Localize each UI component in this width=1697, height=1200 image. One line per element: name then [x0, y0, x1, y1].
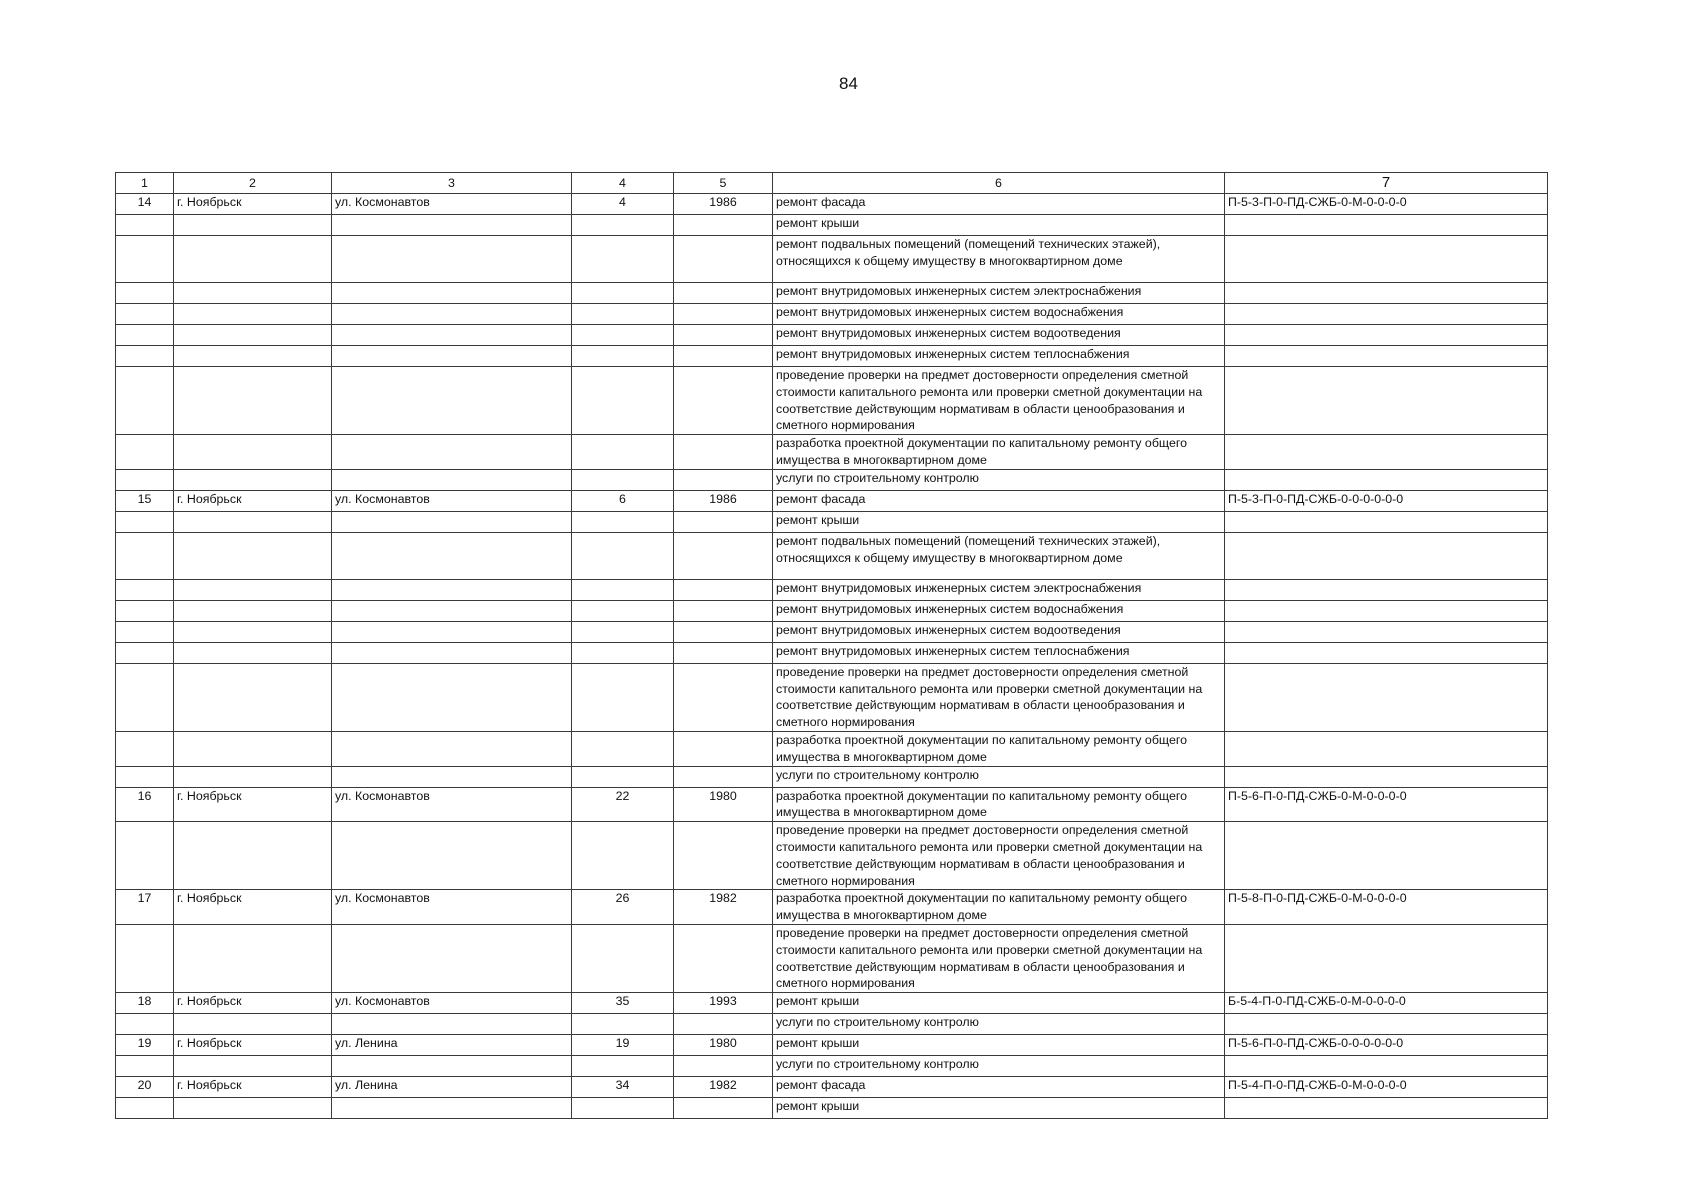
- work-type-cell: ремонт фасада: [773, 194, 1225, 215]
- build-year-cell: [674, 236, 773, 283]
- house-number-cell: [572, 663, 674, 731]
- work-type-cell: ремонт внутридомовых инженерных систем водоснабжения: [773, 304, 1225, 325]
- code-cell: [1225, 1056, 1548, 1077]
- city-cell: [174, 1098, 332, 1119]
- code-cell: [1225, 367, 1548, 435]
- city-cell: г. Ноябрьск: [174, 194, 332, 215]
- work-type-cell: услуги по строительному контролю: [773, 1056, 1225, 1077]
- street-cell: ул. Ленина: [332, 1077, 572, 1098]
- table-row: [116, 1035, 1548, 1056]
- build-year-cell: [674, 346, 773, 367]
- build-year-cell: 1982: [674, 890, 773, 925]
- code-cell: [1225, 924, 1548, 992]
- house-number-cell: 35: [572, 993, 674, 1014]
- house-number-cell: [572, 346, 674, 367]
- table-row: [116, 1056, 1548, 1077]
- code-cell: [1225, 731, 1548, 766]
- street-cell: ул. Космонавтов: [332, 993, 572, 1014]
- street-cell: [332, 304, 572, 325]
- street-cell: [332, 822, 572, 890]
- house-number-cell: [572, 621, 674, 642]
- city-cell: [174, 325, 332, 346]
- city-cell: [174, 766, 332, 787]
- build-year-cell: [674, 822, 773, 890]
- row-number-cell: [116, 325, 174, 346]
- build-year-cell: [674, 215, 773, 236]
- row-number-cell: [116, 532, 174, 579]
- house-number-cell: [572, 822, 674, 890]
- code-cell: П-5-6-П-0-ПД-СЖБ-0-М-0-0-0-0: [1225, 787, 1548, 822]
- street-cell: [332, 532, 572, 579]
- table-row: [116, 532, 1548, 579]
- row-number-cell: [116, 469, 174, 490]
- build-year-cell: [674, 924, 773, 992]
- house-number-cell: [572, 600, 674, 621]
- work-type-cell: услуги по строительному контролю: [773, 469, 1225, 490]
- house-number-cell: [572, 532, 674, 579]
- page-number: 84: [839, 74, 858, 93]
- build-year-cell: [674, 1098, 773, 1119]
- table-row: [116, 822, 1548, 890]
- street-cell: [332, 924, 572, 992]
- work-type-cell: ремонт внутридомовых инженерных систем теплоснабжения: [773, 642, 1225, 663]
- street-cell: [332, 469, 572, 490]
- work-type-cell: проведение проверки на предмет достоверности определения сметной стоимости капитального ремонта или проверки сметной документации на соответствие действующим нормативам в области ценообразования и сметного нормирования: [773, 822, 1225, 890]
- row-number-cell: [116, 766, 174, 787]
- work-type-cell: разработка проектной документации по капитальному ремонту общего имущества в многоквартирном доме: [773, 731, 1225, 766]
- code-cell: П-5-3-П-0-ПД-СЖБ-0-0-0-0-0-0: [1225, 490, 1548, 511]
- code-cell: П-5-4-П-0-ПД-СЖБ-0-М-0-0-0-0: [1225, 1077, 1548, 1098]
- row-number-cell: 17: [116, 890, 174, 925]
- street-cell: [332, 642, 572, 663]
- table-row: [116, 993, 1548, 1014]
- code-cell: [1225, 1014, 1548, 1035]
- header-cell: 7: [1225, 173, 1548, 194]
- row-number-cell: [116, 621, 174, 642]
- row-number-cell: [116, 731, 174, 766]
- work-type-cell: проведение проверки на предмет достоверности определения сметной стоимости капитального ремонта или проверки сметной документации на соответствие действующим нормативам в области ценообразования и сметного нормирования: [773, 924, 1225, 992]
- city-cell: [174, 642, 332, 663]
- code-cell: [1225, 304, 1548, 325]
- city-cell: [174, 283, 332, 304]
- house-number-cell: [572, 511, 674, 532]
- table-row: [116, 215, 1548, 236]
- build-year-cell: 1982: [674, 1077, 773, 1098]
- build-year-cell: [674, 532, 773, 579]
- street-cell: ул. Космонавтов: [332, 490, 572, 511]
- row-number-cell: [116, 367, 174, 435]
- work-type-cell: ремонт внутридомовых инженерных систем электроснабжения: [773, 579, 1225, 600]
- street-cell: [332, 1098, 572, 1119]
- house-number-cell: [572, 924, 674, 992]
- table-row: [116, 346, 1548, 367]
- city-cell: [174, 469, 332, 490]
- work-type-cell: ремонт внутридомовых инженерных систем электроснабжения: [773, 283, 1225, 304]
- street-cell: [332, 435, 572, 470]
- table-row: [116, 1014, 1548, 1035]
- table-row: [116, 890, 1548, 925]
- build-year-cell: [674, 435, 773, 470]
- table-row: [116, 194, 1548, 215]
- city-cell: [174, 532, 332, 579]
- code-cell: [1225, 435, 1548, 470]
- house-number-cell: 22: [572, 787, 674, 822]
- build-year-cell: [674, 642, 773, 663]
- house-number-cell: 34: [572, 1077, 674, 1098]
- city-cell: г. Ноябрьск: [174, 993, 332, 1014]
- house-number-cell: 6: [572, 490, 674, 511]
- house-number-cell: [572, 304, 674, 325]
- city-cell: г. Ноябрьск: [174, 1077, 332, 1098]
- row-number-cell: [116, 642, 174, 663]
- work-type-cell: ремонт крыши: [773, 511, 1225, 532]
- city-cell: [174, 731, 332, 766]
- build-year-cell: 1993: [674, 993, 773, 1014]
- house-number-cell: [572, 1014, 674, 1035]
- street-cell: ул. Ленина: [332, 1035, 572, 1056]
- street-cell: [332, 1056, 572, 1077]
- code-cell: [1225, 1098, 1548, 1119]
- house-number-cell: [572, 731, 674, 766]
- header-cell: 2: [174, 173, 332, 194]
- build-year-cell: 1980: [674, 787, 773, 822]
- build-year-cell: [674, 511, 773, 532]
- city-cell: [174, 924, 332, 992]
- header-cell: 4: [572, 173, 674, 194]
- build-year-cell: [674, 1014, 773, 1035]
- row-number-cell: [116, 283, 174, 304]
- row-number-cell: [116, 1014, 174, 1035]
- table-row: [116, 642, 1548, 663]
- street-cell: ул. Космонавтов: [332, 194, 572, 215]
- row-number-cell: [116, 579, 174, 600]
- row-number-cell: [116, 304, 174, 325]
- row-number-cell: [116, 924, 174, 992]
- street-cell: [332, 731, 572, 766]
- code-cell: [1225, 325, 1548, 346]
- build-year-cell: [674, 731, 773, 766]
- row-number-cell: 14: [116, 194, 174, 215]
- work-type-cell: разработка проектной документации по капитальному ремонту общего имущества в многоквартирном доме: [773, 787, 1225, 822]
- house-number-cell: [572, 1098, 674, 1119]
- code-cell: [1225, 642, 1548, 663]
- table-header-row: [116, 173, 1548, 194]
- table-row: [116, 1077, 1548, 1098]
- header-cell: 5: [674, 173, 773, 194]
- city-cell: [174, 663, 332, 731]
- row-number-cell: [116, 822, 174, 890]
- street-cell: ул. Космонавтов: [332, 890, 572, 925]
- street-cell: [332, 663, 572, 731]
- work-type-cell: ремонт внутридомовых инженерных систем теплоснабжения: [773, 346, 1225, 367]
- work-type-cell: ремонт внутридомовых инженерных систем водоснабжения: [773, 600, 1225, 621]
- table-row: [116, 325, 1548, 346]
- street-cell: [332, 766, 572, 787]
- row-number-cell: [116, 663, 174, 731]
- table-row: [116, 236, 1548, 283]
- row-number-cell: [116, 511, 174, 532]
- code-cell: [1225, 532, 1548, 579]
- build-year-cell: [674, 663, 773, 731]
- city-cell: [174, 215, 332, 236]
- city-cell: [174, 600, 332, 621]
- table-row: [116, 367, 1548, 435]
- header-cell: 6: [773, 173, 1225, 194]
- house-number-cell: [572, 236, 674, 283]
- work-type-cell: разработка проектной документации по капитальному ремонту общего имущества в многоквартирном доме: [773, 890, 1225, 925]
- code-cell: [1225, 663, 1548, 731]
- house-number-cell: [572, 215, 674, 236]
- table-row: [116, 579, 1548, 600]
- work-type-cell: ремонт подвальных помещений (помещений технических этажей), относящихся к общему имуществу в многоквартирном доме: [773, 236, 1225, 283]
- table-row: [116, 787, 1548, 822]
- city-cell: г. Ноябрьск: [174, 1035, 332, 1056]
- build-year-cell: [674, 579, 773, 600]
- house-number-cell: [572, 469, 674, 490]
- build-year-cell: [674, 469, 773, 490]
- code-cell: [1225, 215, 1548, 236]
- street-cell: [332, 283, 572, 304]
- house-number-cell: [572, 367, 674, 435]
- row-number-cell: [116, 215, 174, 236]
- street-cell: [332, 236, 572, 283]
- house-number-cell: [572, 283, 674, 304]
- code-cell: [1225, 579, 1548, 600]
- build-year-cell: [674, 1056, 773, 1077]
- code-cell: [1225, 511, 1548, 532]
- work-type-cell: проведение проверки на предмет достоверности определения сметной стоимости капитального ремонта или проверки сметной документации на соответствие действующим нормативам в области ценообразования и сметного нормирования: [773, 663, 1225, 731]
- city-cell: [174, 435, 332, 470]
- work-type-cell: ремонт крыши: [773, 215, 1225, 236]
- work-type-cell: ремонт внутридомовых инженерных систем водоотведения: [773, 325, 1225, 346]
- work-type-cell: ремонт подвальных помещений (помещений технических этажей), относящихся к общему имуществу в многоквартирном доме: [773, 532, 1225, 579]
- row-number-cell: [116, 600, 174, 621]
- street-cell: [332, 511, 572, 532]
- build-year-cell: 1986: [674, 194, 773, 215]
- street-cell: [332, 600, 572, 621]
- street-cell: [332, 1014, 572, 1035]
- city-cell: [174, 579, 332, 600]
- code-cell: [1225, 621, 1548, 642]
- work-type-cell: ремонт фасада: [773, 490, 1225, 511]
- code-cell: Б-5-4-П-0-ПД-СЖБ-0-М-0-0-0-0: [1225, 993, 1548, 1014]
- city-cell: г. Ноябрьск: [174, 890, 332, 925]
- city-cell: г. Ноябрьск: [174, 787, 332, 822]
- city-cell: [174, 304, 332, 325]
- city-cell: [174, 236, 332, 283]
- code-cell: [1225, 346, 1548, 367]
- city-cell: [174, 621, 332, 642]
- header-cell: 3: [332, 173, 572, 194]
- city-cell: [174, 1056, 332, 1077]
- row-number-cell: 19: [116, 1035, 174, 1056]
- row-number-cell: 20: [116, 1077, 174, 1098]
- street-cell: [332, 579, 572, 600]
- code-cell: [1225, 766, 1548, 787]
- row-number-cell: 18: [116, 993, 174, 1014]
- street-cell: [332, 325, 572, 346]
- city-cell: [174, 1014, 332, 1035]
- build-year-cell: [674, 766, 773, 787]
- house-number-cell: 19: [572, 1035, 674, 1056]
- table-row: [116, 600, 1548, 621]
- street-cell: [332, 367, 572, 435]
- house-number-cell: [572, 642, 674, 663]
- work-type-cell: проведение проверки на предмет достоверности определения сметной стоимости капитального ремонта или проверки сметной документации на соответствие действующим нормативам в области ценообразования и сметного нормирования: [773, 367, 1225, 435]
- table-row: [116, 511, 1548, 532]
- house-number-cell: [572, 325, 674, 346]
- build-year-cell: [674, 600, 773, 621]
- city-cell: [174, 367, 332, 435]
- table-row: [116, 924, 1548, 992]
- row-number-cell: [116, 346, 174, 367]
- code-cell: [1225, 600, 1548, 621]
- row-number-cell: [116, 236, 174, 283]
- code-cell: [1225, 283, 1548, 304]
- code-cell: П-5-8-П-0-ПД-СЖБ-0-М-0-0-0-0: [1225, 890, 1548, 925]
- table-row: [116, 490, 1548, 511]
- city-cell: [174, 511, 332, 532]
- code-cell: [1225, 822, 1548, 890]
- row-number-cell: 16: [116, 787, 174, 822]
- work-type-cell: ремонт фасада: [773, 1077, 1225, 1098]
- city-cell: г. Ноябрьск: [174, 490, 332, 511]
- table-row: [116, 766, 1548, 787]
- house-number-cell: [572, 435, 674, 470]
- house-number-cell: [572, 1056, 674, 1077]
- table-row: [116, 283, 1548, 304]
- build-year-cell: 1986: [674, 490, 773, 511]
- code-cell: [1225, 236, 1548, 283]
- street-cell: [332, 621, 572, 642]
- street-cell: [332, 215, 572, 236]
- work-type-cell: ремонт крыши: [773, 993, 1225, 1014]
- build-year-cell: [674, 367, 773, 435]
- code-cell: [1225, 469, 1548, 490]
- build-year-cell: [674, 621, 773, 642]
- repair-program-table: [115, 172, 1548, 1119]
- header-cell: 1: [116, 173, 174, 194]
- house-number-cell: 4: [572, 194, 674, 215]
- table-row: [116, 663, 1548, 731]
- house-number-cell: [572, 766, 674, 787]
- work-type-cell: разработка проектной документации по капитальному ремонту общего имущества в многоквартирном доме: [773, 435, 1225, 470]
- house-number-cell: [572, 579, 674, 600]
- table-row: [116, 304, 1548, 325]
- work-type-cell: ремонт крыши: [773, 1098, 1225, 1119]
- build-year-cell: [674, 283, 773, 304]
- house-number-cell: 26: [572, 890, 674, 925]
- street-cell: ул. Космонавтов: [332, 787, 572, 822]
- row-number-cell: [116, 1098, 174, 1119]
- build-year-cell: [674, 325, 773, 346]
- build-year-cell: [674, 304, 773, 325]
- row-number-cell: [116, 1056, 174, 1077]
- table-row: [116, 731, 1548, 766]
- table-row: [116, 435, 1548, 470]
- city-cell: [174, 346, 332, 367]
- code-cell: П-5-3-П-0-ПД-СЖБ-0-М-0-0-0-0: [1225, 194, 1548, 215]
- street-cell: [332, 346, 572, 367]
- row-number-cell: [116, 435, 174, 470]
- build-year-cell: 1980: [674, 1035, 773, 1056]
- table-row: [116, 1098, 1548, 1119]
- work-type-cell: услуги по строительному контролю: [773, 766, 1225, 787]
- work-type-cell: ремонт внутридомовых инженерных систем водоотведения: [773, 621, 1225, 642]
- work-type-cell: услуги по строительному контролю: [773, 1014, 1225, 1035]
- work-type-cell: ремонт крыши: [773, 1035, 1225, 1056]
- city-cell: [174, 822, 332, 890]
- table-row: [116, 621, 1548, 642]
- row-number-cell: 15: [116, 490, 174, 511]
- table-row: [116, 469, 1548, 490]
- code-cell: П-5-6-П-0-ПД-СЖБ-0-0-0-0-0-0: [1225, 1035, 1548, 1056]
